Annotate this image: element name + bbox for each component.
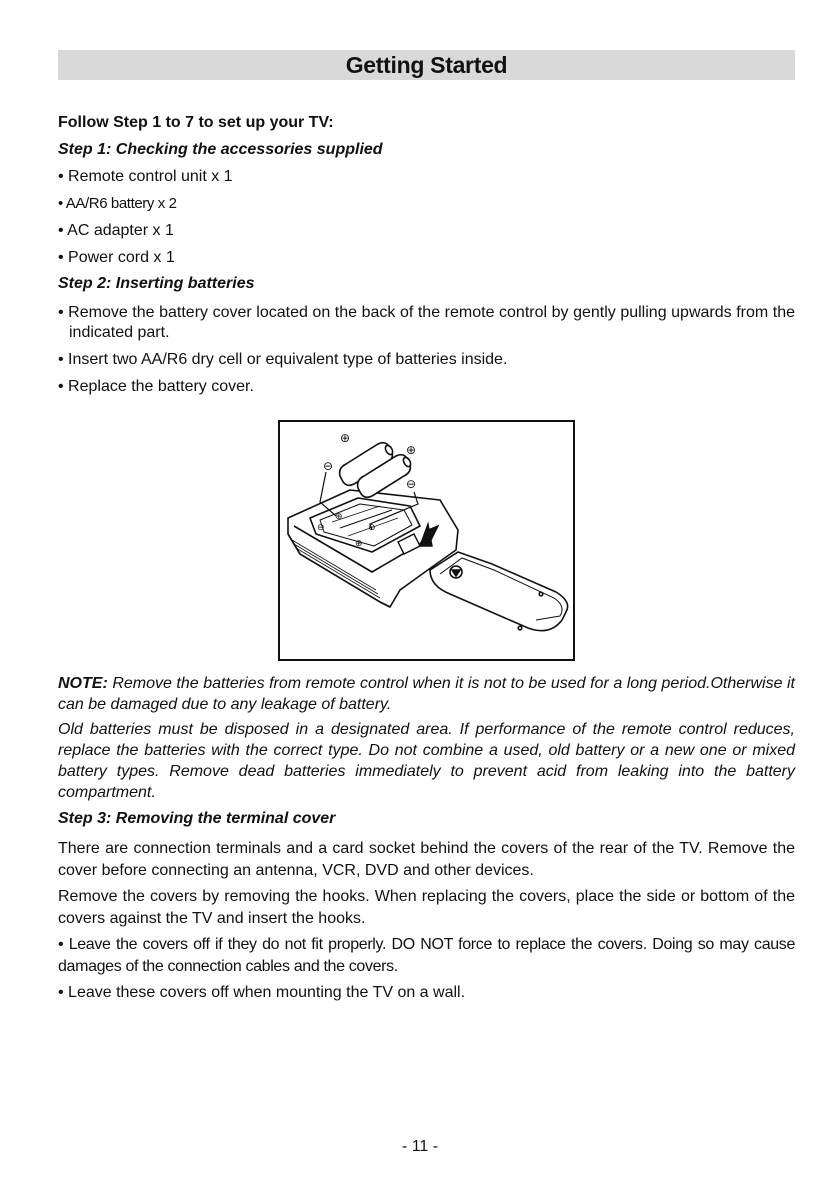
svg-text:⊖: ⊖: [323, 459, 334, 473]
list-item: • Power cord x 1: [58, 249, 175, 266]
list-item: • AC adapter x 1: [58, 222, 174, 239]
svg-text:⊖: ⊖: [317, 523, 325, 533]
svg-text:⊖: ⊖: [368, 523, 376, 533]
svg-text:⊖: ⊖: [406, 477, 417, 491]
note-paragraph: [58, 673, 795, 715]
step2-heading: Step 2: Inserting batteries: [58, 275, 255, 292]
note-label: NOTE:: [58, 675, 108, 692]
step3-bullet: • Leave the covers off if they do not fit properly. DO NOT force to replace the covers. Doing so may cause damages of the connection cables and the covers.: [58, 936, 795, 975]
note-paragraph-2: Old batteries must be disposed in a designated area. If performance of the remote control reduces, replace the batteries with the correct type. Do not combine a used, old battery or a new one or mixed battery types. Remove dead batteries immediately to prevent acid from leaking into the battery compartment.: [58, 721, 795, 801]
svg-text:⊕: ⊕: [335, 512, 343, 522]
svg-text:⊕: ⊕: [340, 431, 351, 445]
list-item: • Remove the battery cover located on the back of the remote control by gently pulling upwards from the indicated part.: [58, 304, 795, 341]
page-title: Getting Started: [345, 52, 508, 78]
step1-heading: Step 1: Checking the accessories supplied: [58, 141, 383, 158]
step3-paragraph: There are connection terminals and a card socket behind the covers of the rear of the TV. Remove the cover before connecting an antenna, VCR, DVD and other devices.: [58, 840, 795, 879]
list-item: • Replace the battery cover.: [58, 378, 254, 395]
step3-bullet: • Leave these covers off when mounting the TV on a wall.: [58, 984, 466, 1001]
note-text: Remove the batteries from remote control when it is not to be used for a long period.Otherwise it can be damaged due to any leakage of battery.: [58, 675, 795, 713]
steps-1-2-content: [58, 112, 795, 404]
list-item: • Remote control unit x 1: [58, 168, 233, 185]
step3-paragraph: Remove the covers by removing the hooks. When replacing the covers, place the side or bottom of the covers against the TV and insert the hooks.: [58, 888, 795, 927]
list-item: • Insert two AA/R6 dry cell or equivalent type of batteries inside.: [58, 351, 508, 368]
remote-control-battery-diagram: [280, 422, 573, 659]
list-item: • AA/R6 battery x 2: [58, 195, 177, 212]
section-title-bar: [58, 50, 795, 80]
page-number: - 11 -: [401, 1138, 439, 1155]
battery-insertion-illustration: [278, 420, 575, 661]
step3-heading: Step 3: Removing the terminal cover: [58, 810, 336, 827]
intro-text: Follow Step 1 to 7 to set up your TV:: [58, 114, 334, 131]
svg-text:⊕: ⊕: [406, 443, 417, 457]
note-and-step3-content: [58, 673, 795, 1008]
svg-text:⊕: ⊕: [355, 539, 363, 549]
